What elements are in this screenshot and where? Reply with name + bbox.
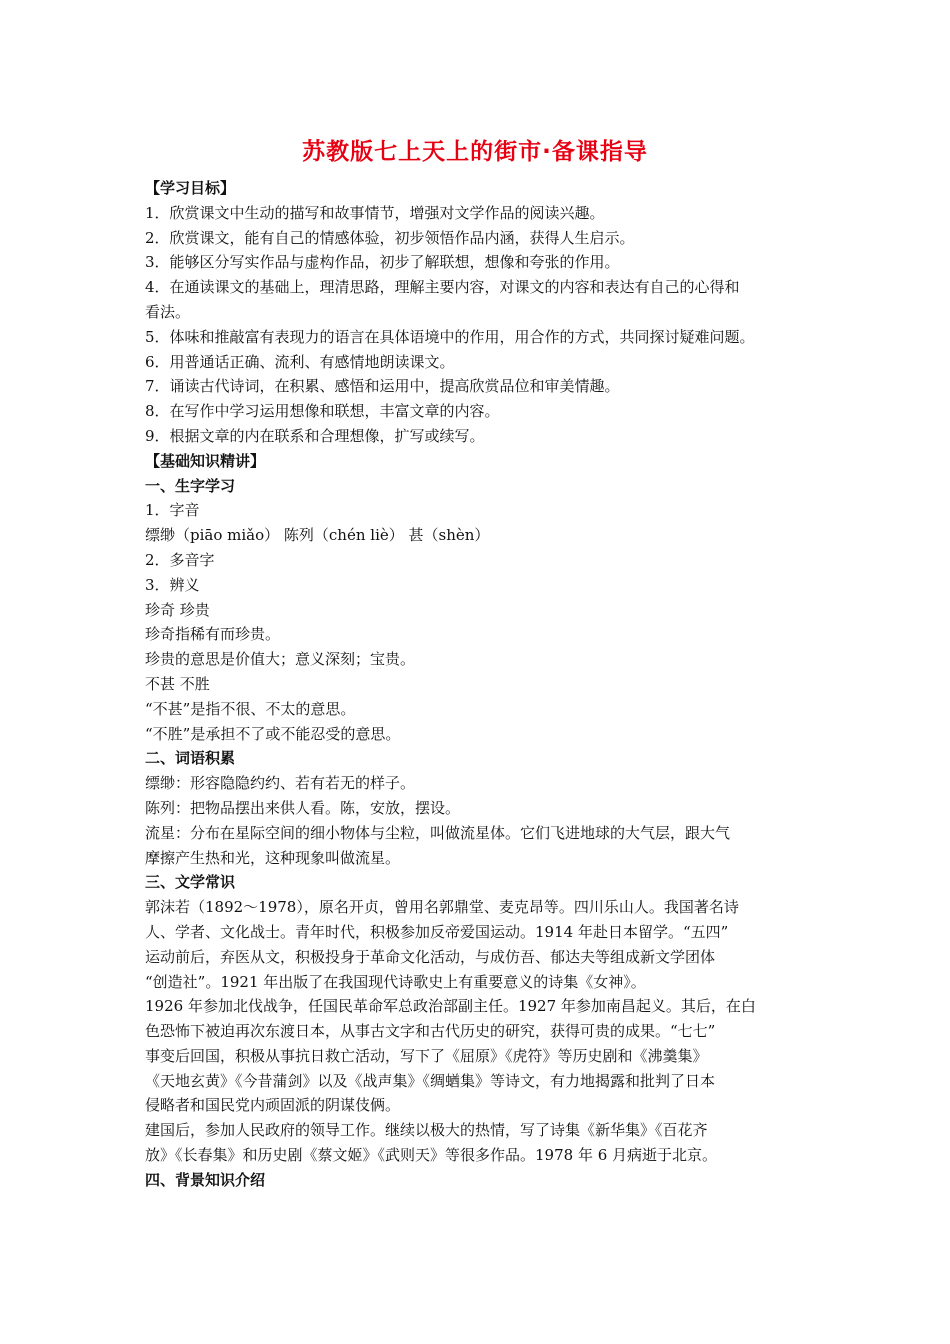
- text-line: 1926 年参加北伐战争，任国民革命军总政治部副主任。1927 年参加南昌起义。其后，在白: [145, 997, 756, 1016]
- text-line: “创造社”。1921 年出版了在我国现代诗歌史上有重要意义的诗集《女神》。: [145, 972, 646, 991]
- text-line: “不胜”是承担不了或不能忍受的意思。: [145, 724, 401, 743]
- text-line: 侵略者和国民党内顽固派的阴谋伎俩。: [145, 1096, 401, 1115]
- text-line: 陈列：把物品摆出来供人看。陈，安放，摆设。: [145, 798, 461, 817]
- text-line: 看法。: [145, 302, 191, 321]
- text-line: 放》《长春集》和历史剧《蔡文姬》《武则天》等很多作品。1978 年 6 月病逝于北京。: [145, 1146, 718, 1165]
- text-line: 7．诵读古代诗词，在积累、感悟和运用中，提高欣赏品位和审美情趣。: [145, 377, 620, 396]
- text-line: 建国后，参加人民政府的领导工作。继续以极大的热情，写了诗集《新华集》《百花齐: [145, 1121, 708, 1140]
- text-line: 摩擦产生热和光，这种现象叫做流星。: [145, 848, 401, 867]
- text-line: 3．辨义: [145, 575, 200, 594]
- text-line: 郭沫若（1892～1978），原名开贞，曾用名郭鼎堂、麦克昂等。四川乐山人。我国著名诗: [145, 898, 739, 917]
- section-heading: 三、文学常识: [145, 873, 236, 892]
- document-title: 苏教版七上天上的街市·备课指导: [302, 139, 648, 165]
- text-line: 1．欣赏课文中生动的描写和故事情节，增强对文学作品的阅读兴趣。: [145, 203, 605, 222]
- text-line: 1．字音: [145, 501, 200, 520]
- text-line: 珍贵的意思是价值大；意义深刻；宝贵。: [145, 650, 416, 669]
- text-line: 珍奇指稀有而珍贵。: [145, 625, 281, 644]
- text-line: 6．用普通话正确、流利、有感情地朗读课文。: [145, 352, 455, 371]
- section-heading: 一、生字学习: [145, 476, 236, 495]
- text-line: 3．能够区分写实作品与虚构作品，初步了解联想，想像和夸张的作用。: [145, 253, 620, 272]
- section-heading: 四、背景知识介绍: [145, 1170, 266, 1189]
- text-line: 2．多音字: [145, 550, 215, 569]
- text-line: 5．体味和推敲富有表现力的语言在具体语境中的作用，用合作的方式，共同探讨疑难问题。: [145, 327, 755, 346]
- text-line: 9．根据文章的内在联系和合理想像，扩写或续写。: [145, 426, 485, 445]
- text-line: 4．在通读课文的基础上，理清思路，理解主要内容，对课文的内容和表达有自己的心得和: [145, 278, 740, 297]
- text-line: 《天地玄黄》《今昔蒲剑》以及《战声集》《绸蝤集》等诗文，有力地揭露和批判了日本: [145, 1071, 716, 1090]
- text-line: “不甚”是指不很、不太的意思。: [145, 699, 356, 718]
- text-line: 8．在写作中学习运用想像和联想，丰富文章的内容。: [145, 402, 500, 421]
- text-line: 色恐怖下被迫再次东渡日本，从事古文字和古代历史的研究，获得可贵的成果。“七七”: [145, 1022, 716, 1041]
- section-heading: 【基础知识精讲】: [145, 451, 266, 470]
- section-heading: 二、词语积累: [145, 749, 236, 768]
- text-line: 不甚 不胜: [145, 674, 210, 693]
- document-body: [145, 176, 815, 1193]
- text-line: 人、学者、文化战士。青年时代，积极参加反帝爱国运动。1914 年赴日本留学。“五四”: [145, 922, 729, 941]
- text-line: 运动前后，弃医从文，积极投身于革命文化活动，与成仿吾、郁达夫等组成新文学团体: [145, 947, 716, 966]
- text-line: 流星：分布在星际空间的细小物体与尘粒，叫做流星体。它们飞进地球的大气层，跟大气: [145, 823, 731, 842]
- text-line: 缥缈（piāo miǎo） 陈列（chén liè） 甚（shèn）: [145, 526, 490, 545]
- text-line: 珍奇 珍贵: [145, 600, 210, 619]
- text-line: 缥缈：形容隐隐约约、若有若无的样子。: [145, 774, 416, 793]
- text-line: 事变后回国，积极从事抗日救亡活动，写下了《屈原》《虎符》等历史剧和《沸羹集》: [145, 1046, 708, 1065]
- section-heading: 【学习目标】: [145, 179, 236, 197]
- text-line: 2．欣赏课文，能有自己的情感体验，初步领悟作品内涵，获得人生启示。: [145, 228, 635, 247]
